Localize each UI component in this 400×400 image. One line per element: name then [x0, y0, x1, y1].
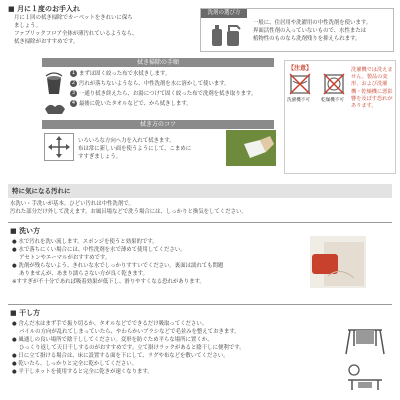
wash-note: ● 水で落ちにくい場合には、中性洗剤を水で薄めて使用してください。	[12, 247, 186, 253]
stains-text	[10, 200, 247, 216]
dry-title: ■ 干し方	[10, 309, 41, 317]
step-text: まずは固く絞った布で水拭きします。	[79, 71, 171, 77]
sponge-wash-photo	[310, 236, 366, 288]
wipe-steps-list	[70, 70, 270, 108]
detergent-title: 洗剤の選び方	[201, 9, 247, 18]
step-text: 最後に乾いたタオルなどで、から拭きします。	[79, 101, 192, 107]
stains-line: 水洗い・手洗いが基本。ひどい汚れは中性洗剤で。	[10, 201, 134, 207]
caution-title: 【注意】	[288, 65, 313, 72]
wipe-step	[70, 80, 270, 88]
monthly-line: 拭き掃除がおすすめです。	[14, 39, 79, 45]
dry-divider	[8, 304, 392, 305]
hanging-dry-icon	[344, 362, 386, 396]
step-text: 一通り拭き終えたら、お湯につけて固く絞った布で洗剤を拭き取ります。	[79, 91, 257, 97]
cloth-icon	[44, 100, 66, 119]
tips-title: 拭き方のコツ	[42, 120, 274, 129]
no-washing-machine-icon	[289, 73, 311, 99]
wash-title: ■ 洗い方	[10, 227, 41, 235]
wipe-direction-icon	[44, 133, 74, 161]
tips-text	[78, 137, 191, 161]
square-bullet-icon: ■	[10, 227, 20, 235]
dry-note: ● 含んだ水はまず手で振り切るか、タオルなどでできるだけ吸取ってください。	[12, 321, 208, 327]
caution-box	[284, 60, 396, 174]
drying-rack-icon	[344, 326, 386, 360]
step-number: 2	[71, 80, 76, 86]
bucket-icon	[44, 70, 64, 100]
detergent-box	[200, 8, 394, 52]
detergent-line: 一般に、住居用や洗濯用の中性洗剤を使います。	[253, 20, 372, 26]
wash-note: アセトンやエーマルがおすすめです。	[19, 255, 111, 261]
wipe-step	[70, 70, 270, 78]
wash-divider	[8, 222, 392, 223]
dry-note: ● 乾いたら、しっかりと完全に乾かしてください。	[12, 361, 138, 367]
wash-note: ● 洗剤が残らないよう、きれいな水でしっかりすすいでください。裏面は濡れても問題	[12, 263, 224, 269]
monthly-line: ましょう。	[14, 23, 41, 29]
dry-note: ● 平干しネットを使用すると完全に乾きが速くなります。	[12, 369, 153, 375]
wipe-step	[70, 100, 270, 108]
tips-line: 布は常に新しい面を使うようにして、こまめに	[78, 146, 192, 152]
stains-title-bar	[8, 184, 392, 198]
detergent-line: 界面活性剤の入っていないもので、水性または	[253, 28, 367, 34]
detergent-line: 植物性のものなら洗剤残りを抑えられます。	[253, 36, 361, 42]
step-number: 4	[71, 100, 76, 106]
stains-title: 特に気になる汚れに	[12, 187, 71, 195]
square-bullet-icon: ■	[8, 5, 18, 13]
tips-line: すすぎましょう。	[78, 154, 122, 160]
wipe-steps-title: 拭き掃除の手順	[42, 58, 274, 67]
wipe-step	[70, 90, 270, 98]
dry-note: ひっくり返して天日干しするのがおすすめです。立て掛けラックがあると陰干しに便利です。	[19, 345, 245, 351]
dry-note: パイルの方向が乱れてしまっていたら、やわらかいブラシなどで毛並みを整えておきます。	[19, 329, 240, 335]
step-text: 汚れが落ちないようなら、中性洗剤を水に溶かして使います。	[79, 81, 230, 87]
step-number: 3	[71, 90, 76, 96]
tips-line: いろいろな方向へ力を入れて拭きます。	[78, 138, 175, 144]
carpet-wipe-photo	[226, 130, 276, 166]
monthly-line: ファブリックフロア全体が薄汚れているようなら、	[14, 31, 138, 37]
wash-note: ※すすぎが不十分であれば吸着効果が低下し、滑りやすくなる恐れがあります。	[12, 279, 205, 285]
stains-line: 汚れた部分だけ外して洗えます。お風呂場などで洗う場合には、しっかりと換気をしてください。	[10, 209, 247, 215]
monthly-title: ■ 月に１度のお手入れ	[8, 5, 81, 13]
step-number: 1	[71, 70, 76, 76]
square-bullet-icon: ■	[10, 309, 20, 317]
caution-text: 洗濯機では洗えません。製品の変形、および洗濯機・乾燥機に悪影響を及ぼす恐れがあります。	[351, 67, 393, 110]
no-dryer-icon	[323, 73, 345, 99]
wash-notes	[12, 238, 223, 286]
caution-label: 乾燥機不可	[321, 98, 344, 103]
monthly-line: 月に１回の拭き掃除でカーペットをきれいに保ち	[14, 15, 133, 21]
wash-note: ありませんが、あまり濡らさない方が良く乾きます。	[19, 271, 148, 277]
dry-note: ● 日に立て掛ける場合は、床に設置する面を下にして、ラグや布などを敷いてください。	[12, 353, 229, 359]
dry-note: ● 風通しの良い場所で陰干ししてください。変形を防ぐため平らな場所に置くか、	[12, 337, 213, 343]
caution-label: 洗濯機不可	[287, 98, 310, 103]
detergent-bottle-icon	[209, 23, 243, 51]
wash-note: ● 水で汚れを洗い流します。スポンジを使うと効果的です。	[12, 239, 158, 245]
monthly-text	[14, 14, 137, 46]
dry-notes	[12, 320, 245, 376]
